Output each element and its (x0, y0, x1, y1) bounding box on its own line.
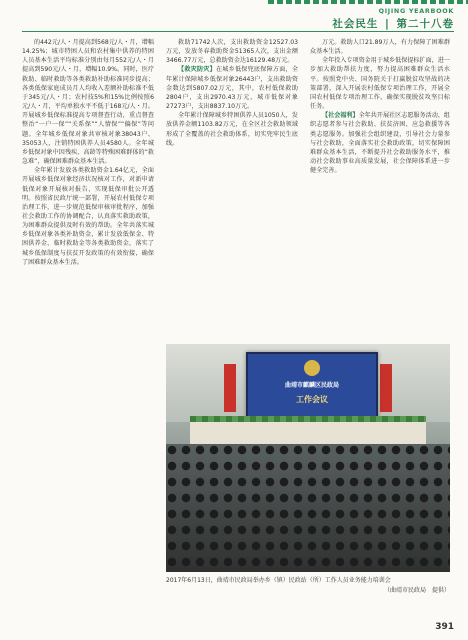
paragraph (310, 111, 450, 175)
header-divider (22, 31, 454, 32)
text-column-1 (22, 38, 154, 616)
paragraph: 救助71742人次，支出救助资金12527.03万元，发放冬春救助资金51365人次，支出金额3466.77万元，总救助资金达16129.48万元。 (166, 39, 298, 65)
text-column-2 (166, 38, 298, 338)
paragraph: 万元。救助人口21.89万人，有力保障了困难群众基本生活。 (310, 39, 450, 56)
caption-text: 2017年6月13日，曲靖市民政局举办乡（镇）民政站（所）工作人员业务能力培训会 (166, 577, 391, 584)
audience (166, 444, 450, 572)
paragraph: 全年累计发放各类救助资金1.64亿元，全面开展城乡低保对象经济状况核对工作，对新申请低保对象开展核对报告，实现低保审批公开透明。按照省民政厅统一部署，开展农村低保专项治理工作，进一步规范低保审核审批程序，加强社会救助工作的协调配合，认真落实救助政策，为困难群众提供及时有效的帮助。全年共落实城乡低保对象各类补助资金，累计发放低保金、特困供养金、临时救助金等各类救助资金，落实了城乡低保制度与扶贫开发政策的有效衔接，确保了困难群众基本生活。 (22, 167, 154, 266)
paragraph: 全年投入专项资金用于城乡低保提标扩面，进一步加大救助帮扶力度，努力提高困难群众生活水平。按照党中央、国务院关于打赢脱贫攻坚战的决策部署，深入开展农村低保专项治理工作，开展全国农村低保专项治理工作，确保实现脱贫攻坚目标任务。 (310, 57, 450, 111)
flag (380, 364, 392, 412)
photo-caption (166, 576, 450, 595)
stage-table (190, 422, 426, 446)
page-number: 391 (435, 622, 454, 632)
caption-source: （曲靖市民政局 提供） (383, 586, 450, 594)
screen-text: 曲靖市麒麟区民政局 (284, 382, 339, 389)
yearbook-label: QIJING YEARBOOK (378, 7, 454, 15)
section-tag: 【社会福利】 (322, 112, 359, 120)
screen-text: 工作会议 (296, 395, 328, 404)
paragraph-text: 在城乡低保兜底保障方面，全年累计保障城乡低保对象26443户，支出救助资金数达到5807.02万元，其中，农村低保救助2804户，支出2970.43万元，城市低保对象27273户，支出8837.10万元。 (166, 66, 298, 111)
header-stripe-decoration (268, 0, 468, 4)
section-separator: | (385, 18, 390, 30)
paragraph (166, 65, 298, 111)
flag (224, 364, 236, 412)
paragraph-text: 全年共开展社区志愿服务活动，组织志愿者参与社会救助、扶贫济困、应急救援等各类志愿服务。加强社会组织建设，引导社会力量参与社会救助，全面落实社会救助政策，切实保障困难群众基本生活，不断提升社会救助服务水平，推动社会救助事业高质量发展，社会保障体系进一步健全完善。 (310, 112, 450, 175)
paragraph: 的442元/人・月提高到568元/人・月，增幅14.25%；城市特困人员和农村集中供养的特困人员基本生活平均标准分别由每月552元/人・月提高到590元/人・月，增幅10.9%。同时，医疗救助、临时救助等各类救助补助标准同步提高；各类低保家庭成员月人均收入差额补助标准不低于345元/人・月；农村技5%和15%比例按照6元/人・月，平均单独水平不低于168元/人・月。开展城乡低保标准提高专项督查行动，重点督查整治“一户一保”“关系保”“人情保”“偏保”等问题。全年城乡低保对象共审核对象38043户、35053人，注销特困供养人员4580人。全年城乡低保对象中因残疾、高龄等特殊困难群体的“救急难”，确保困难群众基本生活。 (22, 39, 154, 166)
section-part: 第二十八卷 (396, 18, 454, 30)
section-tag: 【救灾防灾】 (178, 66, 216, 74)
section-title (332, 16, 454, 31)
stage-screen (246, 352, 378, 420)
emblem-icon (304, 360, 320, 376)
paragraph: 全年累计保障城乡特困供养人员1050人，发放供养金额1103.82万元，在全区社会救助领域形成了全覆盖的社会救助体系，切实兜牢民生底线。 (166, 112, 298, 147)
section-name: 社会民生 (332, 18, 379, 30)
meeting-photo (166, 344, 450, 572)
